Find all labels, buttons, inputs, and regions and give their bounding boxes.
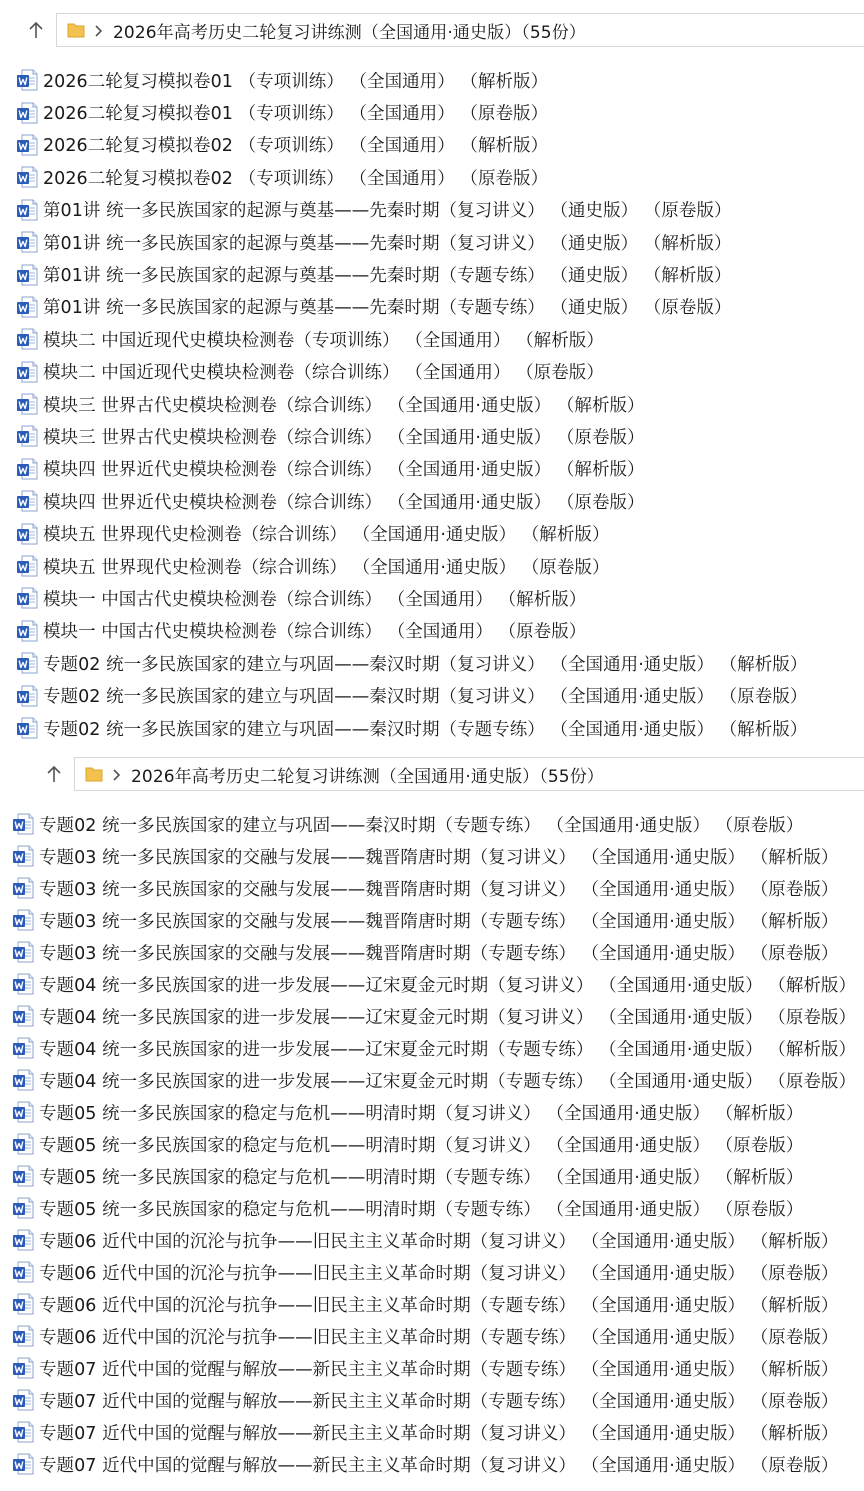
file-name: 专题05 统一多民族国家的稳定与危机——明清时期（专题专练） （全国通用·通史版） （原卷版） bbox=[39, 1199, 804, 1220]
word-document-icon bbox=[16, 102, 38, 124]
word-document-icon bbox=[16, 69, 38, 91]
file-row[interactable] bbox=[16, 96, 864, 128]
word-document-icon bbox=[16, 490, 38, 512]
word-document-icon bbox=[12, 1261, 34, 1283]
word-document-icon bbox=[16, 361, 38, 383]
file-name: 专题06 近代中国的沉沦与抗争——旧民主主义革命时期（复习讲义） （全国通用·通史版） （原卷版） bbox=[39, 1263, 839, 1284]
file-name: 模块五 世界现代史检测卷（综合训练） （全国通用·通史版） （原卷版） bbox=[43, 557, 610, 578]
file-name: 专题03 统一多民族国家的交融与发展——魏晋隋唐时期（专题专练） （全国通用·通史版） （原卷版） bbox=[39, 943, 839, 964]
file-name: 专题07 近代中国的觉醒与解放——新民主主义革命时期（专题专练） （全国通用·通史版） （解析版） bbox=[39, 1359, 839, 1380]
file-row[interactable] bbox=[16, 582, 864, 614]
word-document-icon bbox=[16, 685, 38, 707]
file-name: 专题06 近代中国的沉沦与抗争——旧民主主义革命时期（专题专练） （全国通用·通史版） （原卷版） bbox=[39, 1327, 839, 1348]
word-document-icon bbox=[12, 1101, 34, 1123]
file-name: 专题03 统一多民族国家的交融与发展——魏晋隋唐时期（复习讲义） （全国通用·通史版） （解析版） bbox=[39, 847, 839, 868]
word-document-icon bbox=[16, 264, 38, 286]
file-name: 2026二轮复习模拟卷02 （专项训练） （全国通用） （原卷版） bbox=[43, 168, 549, 189]
address-bar bbox=[22, 12, 864, 48]
word-document-icon bbox=[16, 231, 38, 253]
file-row[interactable] bbox=[12, 1064, 864, 1096]
word-document-icon bbox=[12, 877, 34, 899]
file-row[interactable] bbox=[12, 1096, 864, 1128]
word-document-icon bbox=[16, 652, 38, 674]
file-row[interactable] bbox=[16, 226, 864, 258]
file-row[interactable] bbox=[12, 1448, 864, 1480]
file-name: 专题04 统一多民族国家的进一步发展——辽宋夏金元时期（专题专练） （全国通用·通史版） （解析版） bbox=[39, 1039, 857, 1060]
file-row[interactable] bbox=[12, 1224, 864, 1256]
file-name: 专题05 统一多民族国家的稳定与危机——明清时期（复习讲义） （全国通用·通史版） （原卷版） bbox=[39, 1135, 804, 1156]
word-document-icon bbox=[12, 973, 34, 995]
file-row[interactable] bbox=[12, 1256, 864, 1288]
word-document-icon bbox=[12, 1005, 34, 1027]
file-row[interactable] bbox=[16, 550, 864, 582]
file-row[interactable] bbox=[12, 872, 864, 904]
file-row[interactable] bbox=[16, 420, 864, 452]
word-document-icon bbox=[16, 134, 38, 156]
word-document-icon bbox=[12, 1357, 34, 1379]
address-bar bbox=[40, 756, 864, 792]
word-document-icon bbox=[16, 555, 38, 577]
file-row[interactable] bbox=[12, 808, 864, 840]
file-row[interactable] bbox=[16, 485, 864, 517]
file-row[interactable] bbox=[12, 1320, 864, 1352]
word-document-icon bbox=[12, 1037, 34, 1059]
file-row[interactable] bbox=[16, 291, 864, 323]
file-name: 第01讲 统一多民族国家的起源与奠基——先秦时期（复习讲义） （通史版） （原卷版） bbox=[43, 201, 732, 222]
word-document-icon bbox=[16, 166, 38, 188]
file-row[interactable] bbox=[12, 1384, 864, 1416]
file-name: 专题02 统一多民族国家的建立与巩固——秦汉时期（复习讲义） （全国通用·通史版） （原卷版） bbox=[43, 687, 808, 708]
file-row[interactable] bbox=[12, 840, 864, 872]
file-name: 专题02 统一多民族国家的建立与巩固——秦汉时期（专题专练） （全国通用·通史版） （解析版） bbox=[43, 719, 808, 740]
word-document-icon bbox=[16, 199, 38, 221]
word-document-icon bbox=[12, 1293, 34, 1315]
file-name: 模块二 中国近现代史模块检测卷（综合训练） （全国通用） （原卷版） bbox=[43, 363, 604, 384]
file-name: 模块二 中国近现代史模块检测卷（专项训练） （全国通用） （解析版） bbox=[43, 330, 604, 351]
word-document-icon bbox=[16, 296, 38, 318]
file-name: 2026二轮复习模拟卷01 （专项训练） （全国通用） （解析版） bbox=[43, 71, 549, 92]
file-row[interactable] bbox=[12, 1160, 864, 1192]
file-name: 模块五 世界现代史检测卷（综合训练） （全国通用·通史版） （解析版） bbox=[43, 525, 610, 546]
file-name: 专题06 近代中国的沉沦与抗争——旧民主主义革命时期（专题专练） （全国通用·通史版） （解析版） bbox=[39, 1295, 839, 1316]
file-name: 专题03 统一多民族国家的交融与发展——魏晋隋唐时期（专题专练） （全国通用·通史版） （解析版） bbox=[39, 911, 839, 932]
word-document-icon bbox=[16, 587, 38, 609]
file-row[interactable] bbox=[16, 129, 864, 161]
file-row[interactable] bbox=[12, 1000, 864, 1032]
file-name: 专题02 统一多民族国家的建立与巩固——秦汉时期（复习讲义） （全国通用·通史版） （解析版） bbox=[43, 654, 808, 675]
file-name: 模块三 世界古代史模块检测卷（综合训练） （全国通用·通史版） （解析版） bbox=[43, 395, 645, 416]
file-row[interactable] bbox=[12, 1352, 864, 1384]
file-row[interactable] bbox=[16, 323, 864, 355]
file-name: 2026二轮复习模拟卷02 （专项训练） （全国通用） （解析版） bbox=[43, 136, 549, 157]
file-row[interactable] bbox=[12, 1128, 864, 1160]
file-name: 模块四 世界近代史模块检测卷（综合训练） （全国通用·通史版） （原卷版） bbox=[43, 492, 645, 513]
file-row[interactable] bbox=[16, 679, 864, 711]
file-name: 专题04 统一多民族国家的进一步发展——辽宋夏金元时期（专题专练） （全国通用·通史版） （原卷版） bbox=[39, 1071, 857, 1092]
word-document-icon bbox=[16, 523, 38, 545]
chevron-right-icon[interactable] bbox=[93, 23, 103, 37]
word-document-icon bbox=[12, 813, 34, 835]
file-row[interactable] bbox=[12, 1288, 864, 1320]
file-row[interactable] bbox=[16, 64, 864, 96]
breadcrumb-path[interactable]: 2026年高考历史二轮复习讲练测（全国通用·通史版）（55份） bbox=[113, 22, 586, 43]
file-row[interactable] bbox=[16, 453, 864, 485]
file-name: 专题06 近代中国的沉沦与抗争——旧民主主义革命时期（复习讲义） （全国通用·通史版） （解析版） bbox=[39, 1231, 839, 1252]
file-name: 2026二轮复习模拟卷01 （专项训练） （全国通用） （原卷版） bbox=[43, 104, 549, 125]
file-row[interactable] bbox=[12, 1032, 864, 1064]
file-row[interactable] bbox=[16, 388, 864, 420]
file-name: 专题04 统一多民族国家的进一步发展——辽宋夏金元时期（复习讲义） （全国通用·通史版） （解析版） bbox=[39, 975, 857, 996]
file-name: 模块四 世界近代史模块检测卷（综合训练） （全国通用·通史版） （解析版） bbox=[43, 460, 645, 481]
word-document-icon bbox=[16, 458, 38, 480]
file-name: 第01讲 统一多民族国家的起源与奠基——先秦时期（专题专练） （通史版） （原卷版） bbox=[43, 298, 732, 319]
word-document-icon bbox=[12, 845, 34, 867]
file-row[interactable] bbox=[16, 517, 864, 549]
file-row[interactable] bbox=[12, 936, 864, 968]
file-row[interactable] bbox=[16, 615, 864, 647]
file-list bbox=[12, 808, 864, 1480]
file-row[interactable] bbox=[12, 1192, 864, 1224]
file-row[interactable] bbox=[12, 968, 864, 1000]
word-document-icon bbox=[12, 1165, 34, 1187]
word-document-icon bbox=[12, 1325, 34, 1347]
word-document-icon bbox=[16, 620, 38, 642]
word-document-icon bbox=[12, 1453, 34, 1475]
path-field[interactable] bbox=[56, 13, 864, 47]
word-document-icon bbox=[12, 909, 34, 931]
word-document-icon bbox=[12, 1197, 34, 1219]
word-document-icon bbox=[16, 393, 38, 415]
file-name: 专题03 统一多民族国家的交融与发展——魏晋隋唐时期（复习讲义） （全国通用·通史版） （原卷版） bbox=[39, 879, 839, 900]
file-row[interactable] bbox=[12, 1416, 864, 1448]
file-row[interactable] bbox=[16, 161, 864, 193]
word-document-icon bbox=[12, 1389, 34, 1411]
folder-icon bbox=[67, 22, 85, 38]
file-row[interactable] bbox=[16, 258, 864, 290]
file-name: 专题05 统一多民族国家的稳定与危机——明清时期（专题专练） （全国通用·通史版） （解析版） bbox=[39, 1167, 804, 1188]
file-name: 专题07 近代中国的觉醒与解放——新民主主义革命时期（复习讲义） （全国通用·通史版） （解析版） bbox=[39, 1423, 839, 1444]
word-document-icon bbox=[12, 1421, 34, 1443]
file-name: 专题07 近代中国的觉醒与解放——新民主主义革命时期（专题专练） （全国通用·通史版） （原卷版） bbox=[39, 1391, 839, 1412]
word-document-icon bbox=[16, 717, 38, 739]
file-name: 模块三 世界古代史模块检测卷（综合训练） （全国通用·通史版） （原卷版） bbox=[43, 427, 645, 448]
breadcrumb-path[interactable]: 2026年高考历史二轮复习讲练测（全国通用·通史版）（55份） bbox=[131, 766, 604, 787]
file-name: 第01讲 统一多民族国家的起源与奠基——先秦时期（专题专练） （通史版） （解析版） bbox=[43, 266, 732, 287]
file-row[interactable] bbox=[16, 712, 864, 744]
folder-icon bbox=[85, 766, 103, 782]
word-document-icon bbox=[12, 1229, 34, 1251]
file-row[interactable] bbox=[12, 904, 864, 936]
file-name: 专题05 统一多民族国家的稳定与危机——明清时期（复习讲义） （全国通用·通史版） （解析版） bbox=[39, 1103, 804, 1124]
up-arrow-icon[interactable] bbox=[22, 15, 50, 45]
file-name: 专题04 统一多民族国家的进一步发展——辽宋夏金元时期（复习讲义） （全国通用·通史版） （原卷版） bbox=[39, 1007, 857, 1028]
file-list bbox=[16, 64, 864, 744]
word-document-icon bbox=[12, 941, 34, 963]
file-name: 第01讲 统一多民族国家的起源与奠基——先秦时期（复习讲义） （通史版） （解析版） bbox=[43, 233, 732, 254]
file-row[interactable] bbox=[16, 194, 864, 226]
chevron-right-icon[interactable] bbox=[111, 767, 121, 781]
file-name: 专题07 近代中国的觉醒与解放——新民主主义革命时期（复习讲义） （全国通用·通史版） （原卷版） bbox=[39, 1455, 839, 1476]
word-document-icon bbox=[16, 425, 38, 447]
up-arrow-icon[interactable] bbox=[40, 759, 68, 789]
word-document-icon bbox=[12, 1133, 34, 1155]
word-document-icon bbox=[12, 1069, 34, 1091]
path-field[interactable] bbox=[74, 757, 864, 791]
word-document-icon bbox=[16, 328, 38, 350]
file-name: 模块一 中国古代史模块检测卷（综合训练） （全国通用） （解析版） bbox=[43, 589, 587, 610]
file-row[interactable] bbox=[16, 356, 864, 388]
file-row[interactable] bbox=[16, 647, 864, 679]
file-name: 模块一 中国古代史模块检测卷（综合训练） （全国通用） （原卷版） bbox=[43, 622, 587, 643]
file-name: 专题02 统一多民族国家的建立与巩固——秦汉时期（专题专练） （全国通用·通史版） （原卷版） bbox=[39, 815, 804, 836]
